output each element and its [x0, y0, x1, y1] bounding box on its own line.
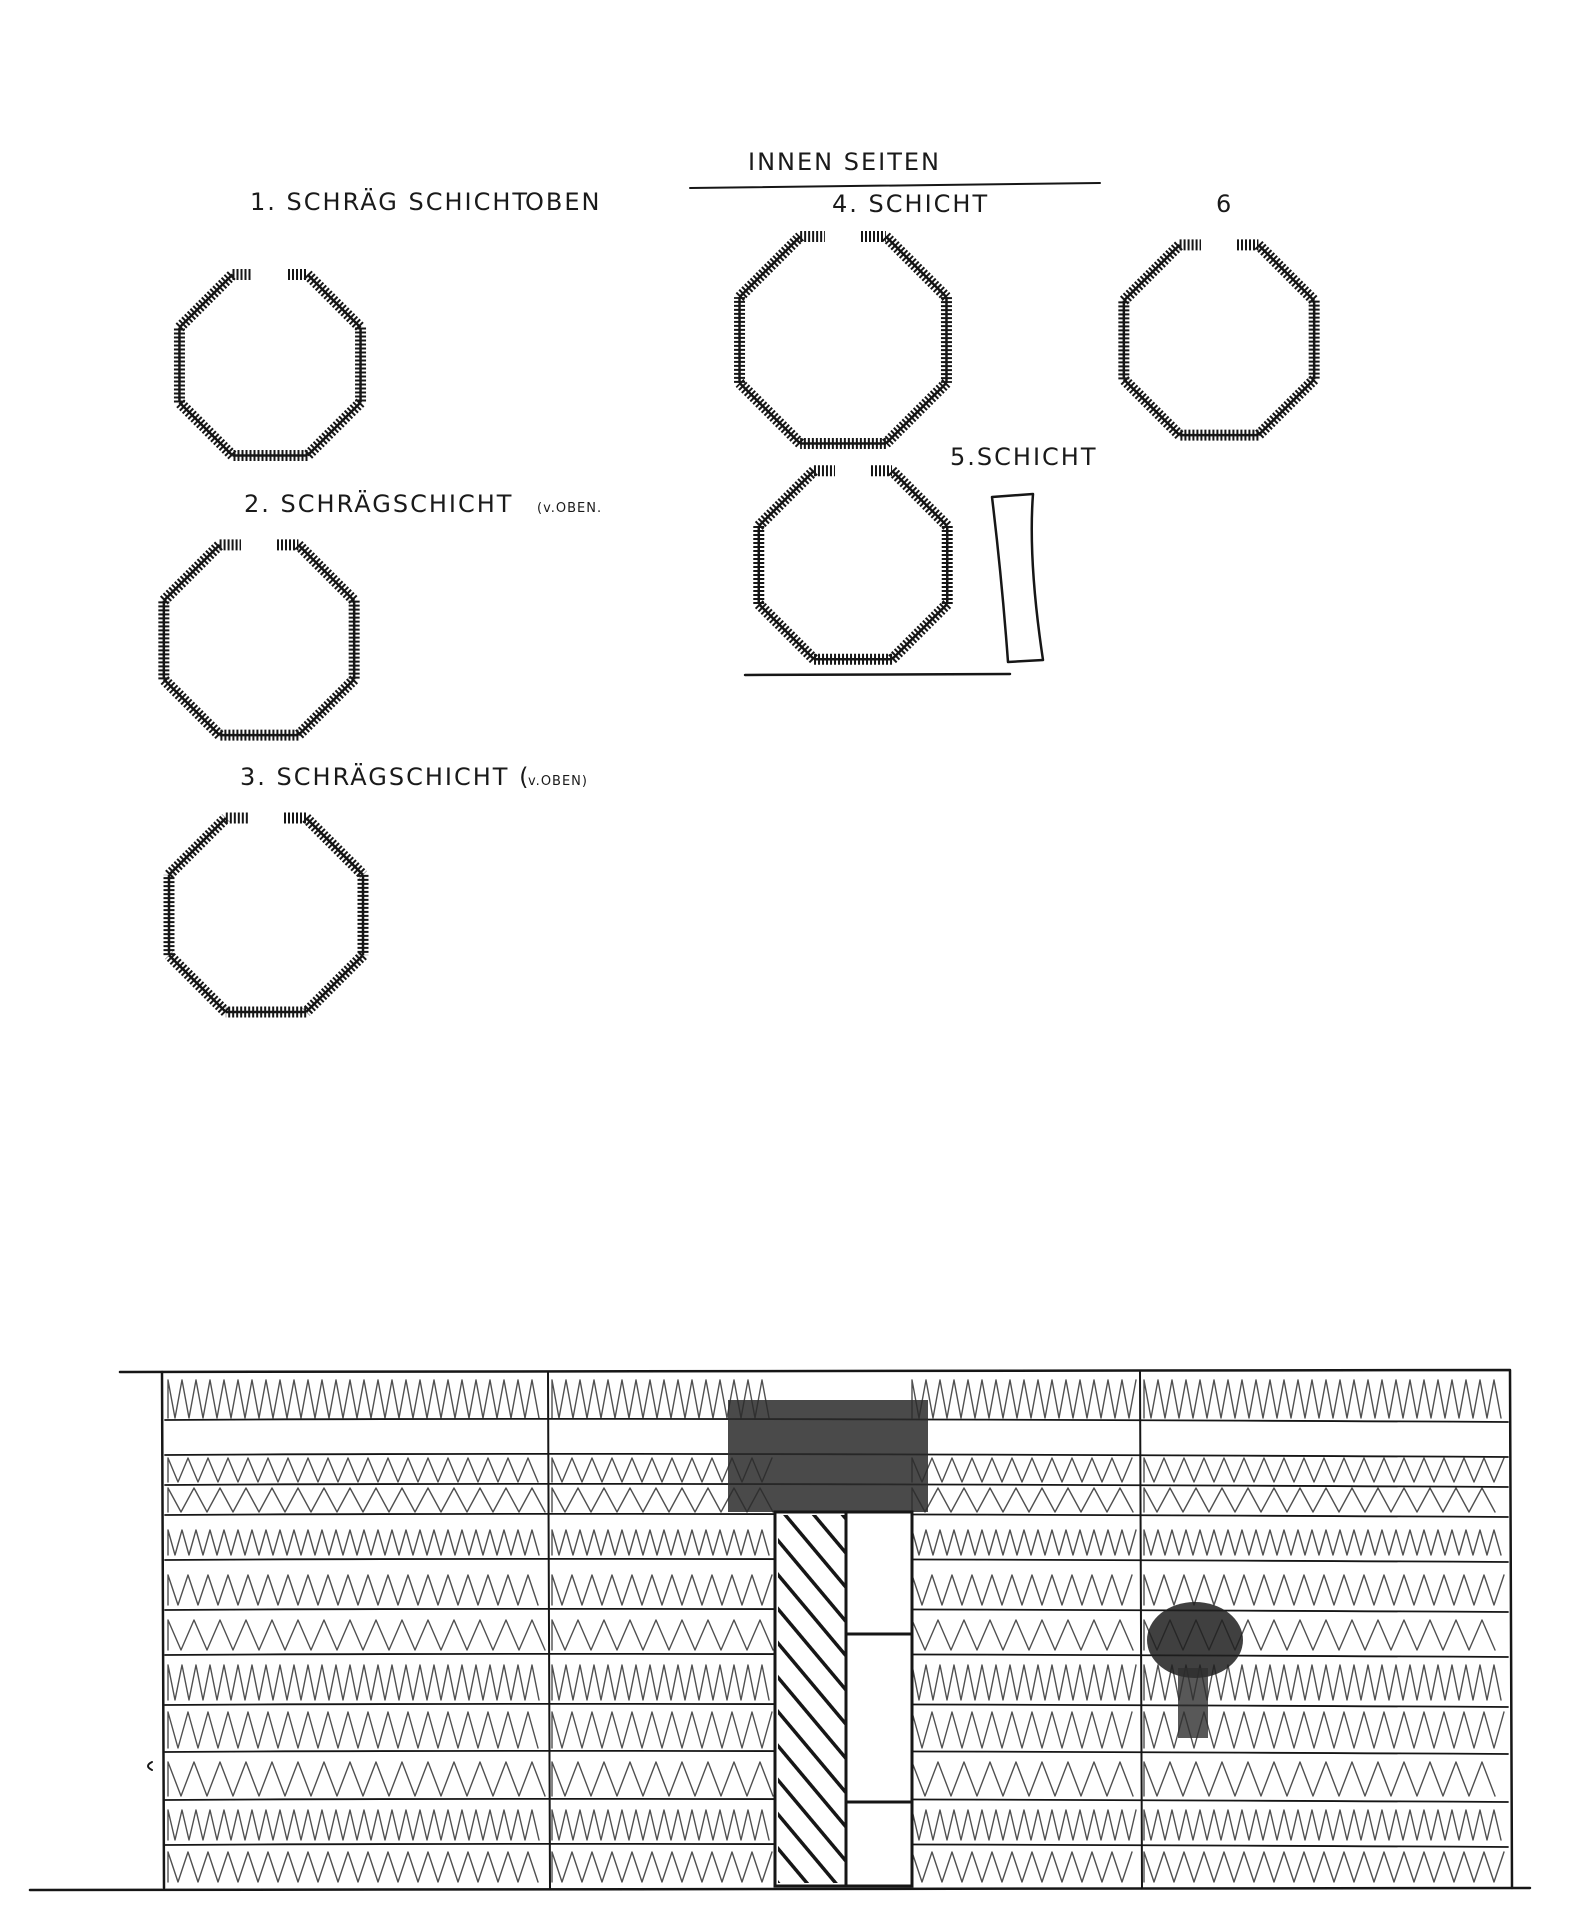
scribble-stroke [168, 1620, 545, 1650]
layer1-octagon [179, 274, 360, 455]
scribble-stroke [552, 1810, 769, 1840]
scribble-stroke [1144, 1458, 1504, 1482]
octagon-edge-line [740, 383, 801, 444]
scribble-stroke [912, 1620, 1133, 1650]
octagon-edge-line [179, 403, 232, 456]
scribble-stroke [168, 1712, 538, 1748]
layer5-octagon [759, 471, 947, 659]
scribble-stroke [168, 1810, 539, 1840]
scribble-stroke [552, 1712, 772, 1748]
scribble-stroke [1144, 1810, 1501, 1840]
scribble-stroke [1144, 1488, 1495, 1512]
octagon-edge-line [1124, 245, 1180, 301]
octagon-edge-line [886, 237, 947, 298]
dark-patch-stem [1178, 1668, 1208, 1738]
scribble-stroke [552, 1620, 773, 1650]
scribble-stroke [168, 1488, 545, 1512]
octagon-edge-line [1258, 379, 1314, 435]
scribble-stroke [912, 1810, 1136, 1840]
scribble-stroke [552, 1852, 772, 1882]
dark-patch [1147, 1602, 1243, 1678]
label-layer4: 4. SCHICHT [832, 190, 990, 218]
label-innen-seiten: INNEN SEITEN [748, 148, 941, 176]
octagon-edge-line [892, 471, 947, 526]
scribble-stroke [912, 1712, 1132, 1748]
elevation-left-edge [162, 1372, 164, 1888]
door-leaf-hatched [778, 1515, 846, 1883]
wall-elevation [30, 1370, 1530, 1890]
scribble-stroke [168, 1380, 539, 1418]
layer6-octagon [1124, 245, 1314, 435]
octagon-edge-line [740, 237, 801, 298]
left-hook [148, 1762, 152, 1770]
scribble-stroke [168, 1575, 538, 1605]
scribble-stroke [912, 1762, 1133, 1796]
label-layer5: 5.SCHICHT [950, 443, 1098, 471]
octagon-edge-line [169, 818, 226, 875]
octagon-edge-line [306, 818, 363, 875]
scribble-stroke [1144, 1530, 1501, 1555]
octagon-edge-line [886, 383, 947, 444]
octagon-edge-line [759, 604, 814, 659]
scribble-stroke [1144, 1852, 1504, 1882]
octagon-edge-line [179, 274, 232, 327]
ground-line [30, 1888, 1530, 1890]
label-layer2-note: (v.OBEN. [537, 501, 603, 516]
scribble-stroke [552, 1762, 773, 1796]
scribble-stroke [1144, 1380, 1501, 1418]
scribble-stroke [912, 1852, 1132, 1882]
scribble-stroke [552, 1530, 769, 1555]
octagon-edge-line [164, 679, 220, 735]
octagon-edge-line [1258, 245, 1314, 301]
layer2-octagon [164, 545, 354, 735]
scribble-stroke [168, 1665, 539, 1700]
scribble-stroke [912, 1575, 1132, 1605]
octagon-edge-line [759, 471, 814, 526]
scribble-stroke [912, 1380, 1136, 1418]
octagon-edge-line [164, 545, 220, 601]
elevation-divider [548, 1372, 550, 1888]
scribble-stroke [1144, 1575, 1504, 1605]
label-layer1-note: OBEN [525, 188, 602, 216]
label-layer1: 1. SCHRÄG SCHICHT [250, 188, 530, 216]
octagon-edge-line [892, 604, 947, 659]
layer5-profile [992, 494, 1043, 662]
scribble-stroke [168, 1458, 538, 1482]
label-layer3-note: v.OBEN) [528, 774, 588, 789]
octagon-edge-line [308, 274, 361, 327]
octagon-edge-line [298, 545, 354, 601]
octagon-edge-line [169, 955, 226, 1012]
scribble-stroke [912, 1488, 1133, 1512]
scribble-stroke [1144, 1762, 1495, 1796]
scribble-stroke [912, 1458, 1132, 1482]
scribble-stroke [168, 1852, 538, 1882]
octagon-edge-line [306, 955, 363, 1012]
elevation-divider [1140, 1372, 1142, 1888]
label-layer3: 3. SCHRÄGSCHICHT ( [240, 763, 531, 791]
scribble-stroke [912, 1665, 1136, 1700]
scribble-stroke [552, 1665, 769, 1700]
underline-innen-seiten [690, 183, 1100, 188]
scribble-stroke [168, 1762, 545, 1796]
layer5-base-line [745, 674, 1010, 675]
octagon-edge-line [298, 679, 354, 735]
scribble-stroke [912, 1530, 1136, 1555]
octagon-edge-line [1124, 379, 1180, 435]
lintel-block [728, 1400, 928, 1512]
layer3-octagon [169, 818, 363, 1012]
scribble-stroke [168, 1530, 539, 1555]
scribble-stroke [552, 1575, 772, 1605]
layer4-octagon [740, 237, 947, 444]
label-layer2: 2. SCHRÄGSCHICHT [244, 490, 514, 518]
label-layer6: 6 [1216, 190, 1234, 218]
layer-plans [164, 237, 1314, 1012]
octagon-edge-line [308, 403, 361, 456]
